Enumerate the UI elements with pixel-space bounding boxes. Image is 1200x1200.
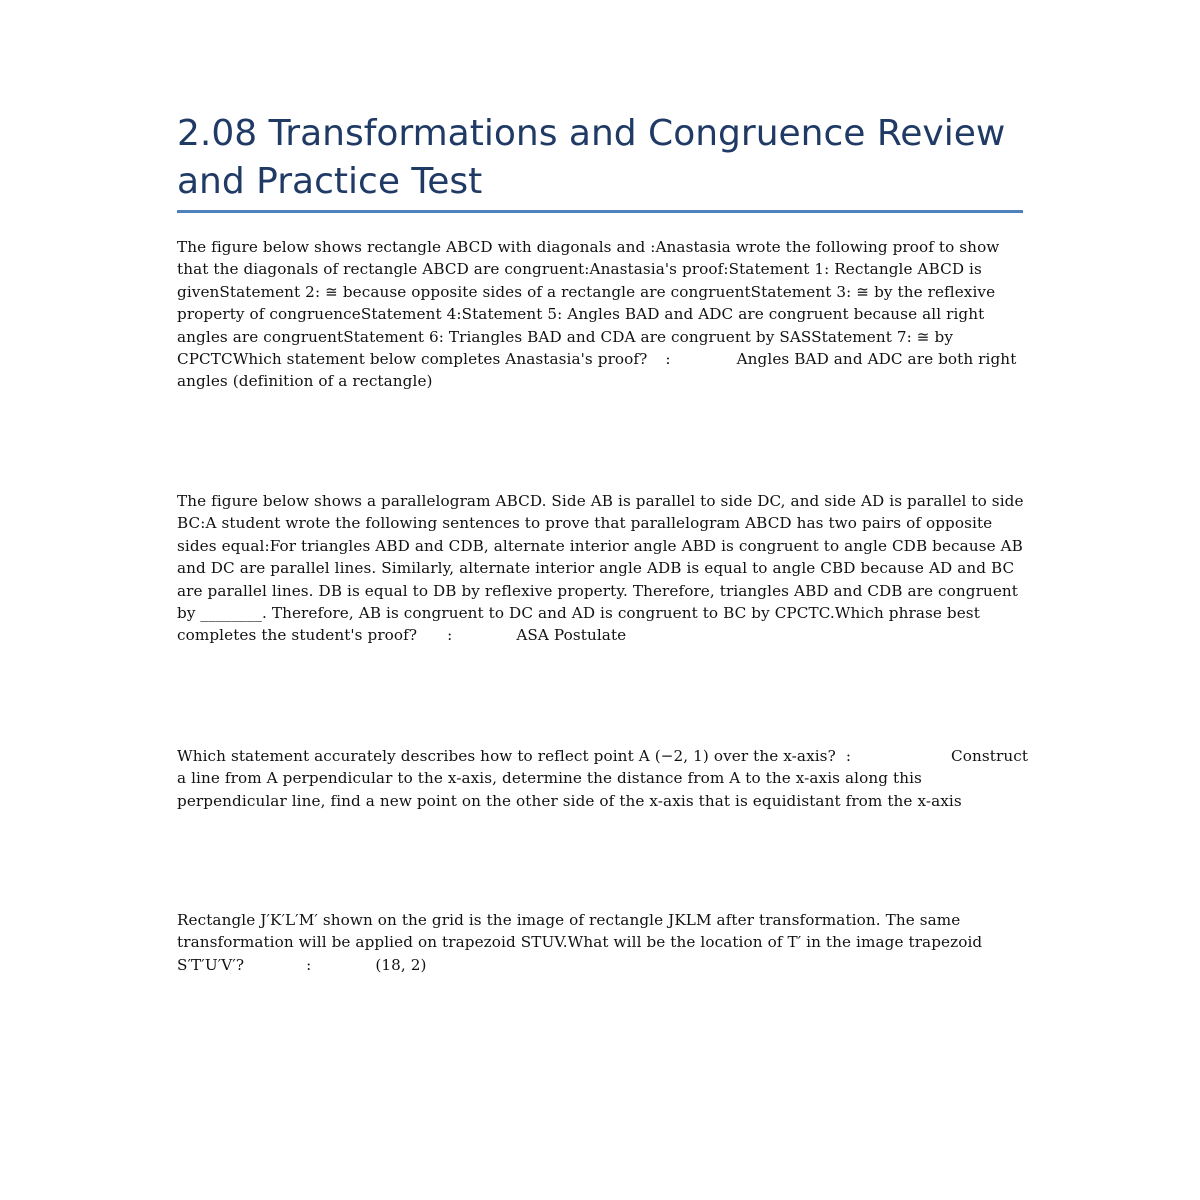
- question-block-4: [177, 909, 1029, 976]
- question-block-3: [177, 745, 1029, 812]
- question-block-2: [177, 490, 1029, 647]
- answer-separator: :: [845, 747, 852, 765]
- question-block-1: [177, 236, 1029, 393]
- answer-separator: :: [665, 350, 671, 369]
- answer-separator: :: [306, 955, 312, 974]
- page-title: 2.08 Transformations and Congruence Review and Practice Test: [177, 113, 1006, 202]
- question-text: The figure below shows rectangle ABCD with diagonals and :Anastasia wrote the following proof to show that the diagonals of rectangle ABCD are congruent:Anastasia's proof:Statement 1: Rectangle ABCD is givenStatement 2: ≅ because opposite sides of a rectangle are congruentStatement 3: ≅ by the reflexive property of congruenceStatement 4:Statement 5: Angles BAD and ADC are congruent because all right angles are congruentStatement 6: Triangles BAD and CDA are congruent by SASStatement 7: ≅ by CPCTCWhich statement below completes Anastasia's proof?: [177, 238, 1000, 369]
- answer-text: (18, 2): [375, 955, 427, 974]
- question-text: The figure below shows a parallelogram ABCD. Side AB is parallel to side DC, and side AD is parallel to side BC:A student wrote the following sentences to prove that parallelogram ABCD has two pairs of opposite sides equal:For triangles ABD and CDB, alternate interior angle ABD is congruent to angle CDB because AB and DC are parallel lines. Similarly, alternate interior angle ADB is equal to angle CBD because AD and BC are parallel lines. DB is equal to DB by reflexive property. Therefore, triangles ABD and CDB are congruent by ________. Therefore, AB is congruent to DC and AD is congruent to BC by CPCTC.Which phrase best completes the student's proof?: [177, 492, 1024, 645]
- question-text: Rectangle J′K′L′M′ shown on the grid is the image of rectangle JKLM after transformation. The same transformation will be applied on trapezoid STUV.What will be the location of T′ in the image trapezoid S′T′U′V′?: [177, 911, 983, 974]
- answer-separator: :: [447, 626, 453, 645]
- title-underline-divider: [177, 210, 1023, 213]
- answer-text: Angles BAD and ADC are both right angles (definition of a rectangle): [177, 350, 1017, 391]
- question-text: Which statement accurately describes how to reflect point A (−2, 1) over the x-axis?: [177, 747, 836, 765]
- answer-text: ASA Postulate: [516, 626, 627, 645]
- answer-text: Construct a line from A perpendicular to the x-axis, determine the distance from A to the x-axis along this perpendicular line, find a new point on the other side of the x-axis that is equidistant from the x-axis: [177, 747, 1029, 810]
